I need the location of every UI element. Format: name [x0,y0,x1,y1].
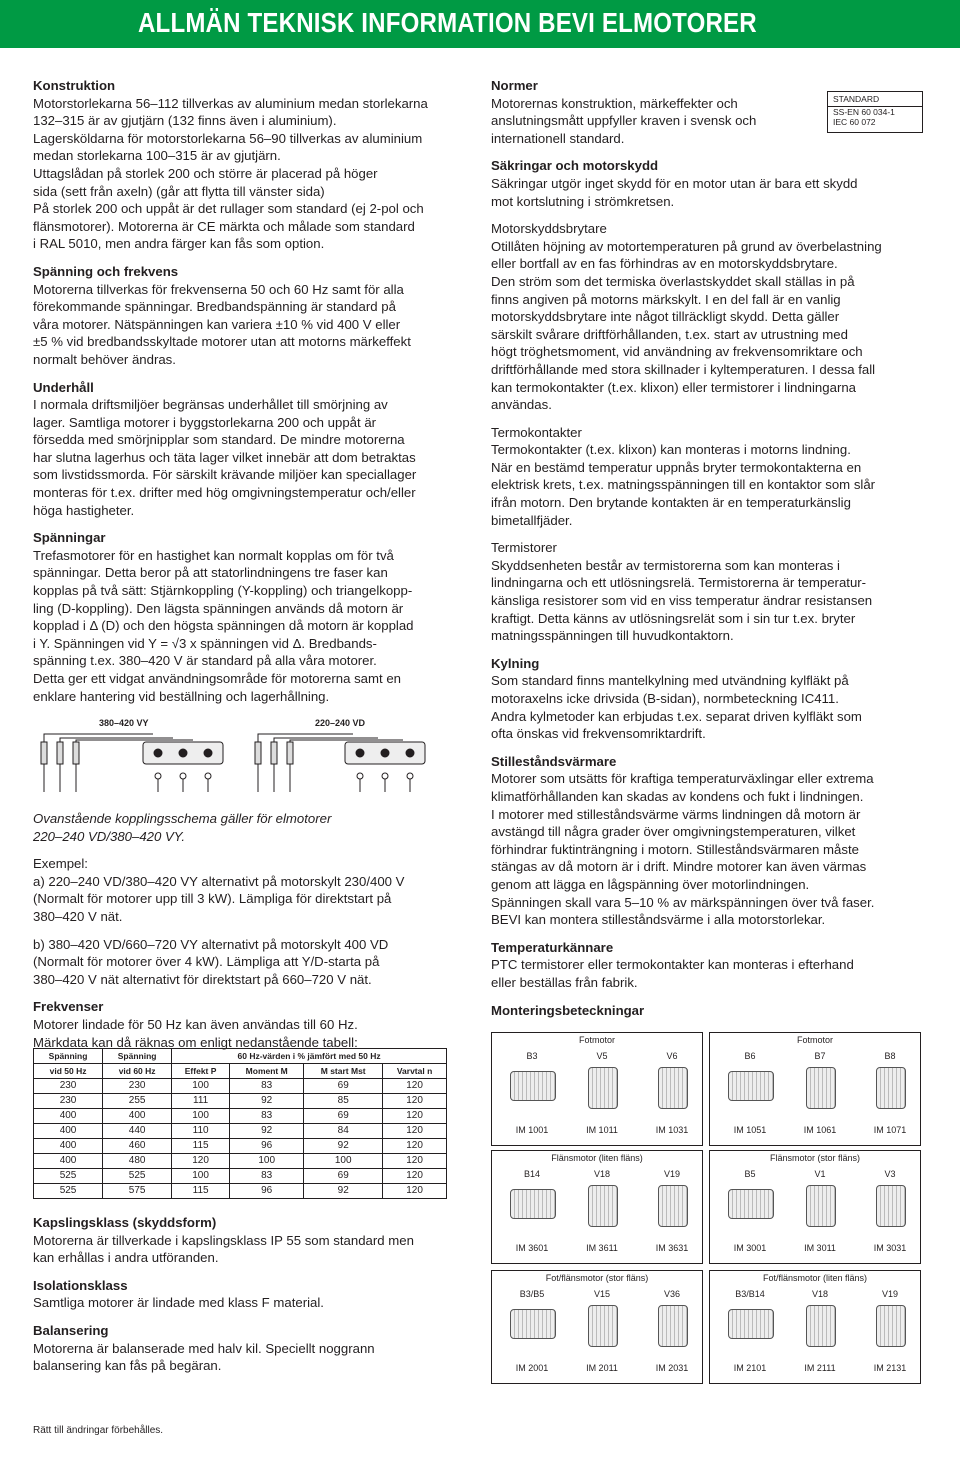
text-isolation: Samtliga motorer är lindade med klass F material. [33,1295,324,1311]
mounting-im-code: IM 1001 [515,1125,549,1135]
section-termistorer [491,539,911,645]
table-cell: 96 [230,1139,304,1154]
mounting-code: V5 [596,1051,608,1061]
table-cell: 230 [34,1079,103,1094]
mounting-im-code: IM 2111 [804,1363,836,1373]
text-temperaturkannare: PTC termistorer eller termokontakter kan monteras i efterhand eller beställas från fabrik. [491,957,854,990]
mounting-im-code: IM 1071 [873,1125,907,1135]
table-cell: 85 [304,1094,383,1109]
table-cell: 120 [383,1154,447,1169]
footer-note: Rätt till ändringar förbehålles. [33,1425,164,1436]
heading-sakringar: Säkringar och motorskydd [491,158,659,174]
mounting-group-label: Fotmotor [578,1035,615,1045]
table-subheader-row [34,1064,447,1079]
table-row [34,1154,447,1169]
text-kapsling: Motorerna är tillverkade i kapslingsklass IP 55 som standard men kan erhållas i andra utföranden. [33,1232,414,1266]
mounting-im-code: IM 2001 [515,1363,549,1373]
heading-montering: Monteringsbeteckningar [491,1002,645,1018]
motor-illustration [806,1185,836,1227]
mounting-code: V19 [881,1289,898,1299]
table-cell: 69 [304,1079,383,1094]
diagram-caption: Ovanstående kopplingsschema gäller för elmotorer 220–240 VD/380–420 VY. [33,811,332,844]
motor-illustration [876,1067,906,1109]
label-vy: 380–420 VY [99,718,149,728]
motor-illustration [728,1189,774,1219]
th-span50b: vid 50 Hz [34,1064,103,1079]
th-col: Moment M [230,1064,304,1079]
table-row [34,1169,447,1184]
mounting-group-label: Fot/flänsmotor (liten fläns) [762,1273,868,1283]
table-cell: 83 [230,1169,304,1184]
mounting-im-code: IM 3031 [873,1243,907,1253]
table-cell: 400 [103,1109,172,1124]
section-spanningar [33,529,451,705]
section-stillestand [491,753,911,929]
mounting-box [709,1032,921,1146]
mounting-im-code: IM 1031 [655,1125,689,1135]
table-cell: 115 [172,1139,230,1154]
table-cell: 83 [230,1079,304,1094]
table-cell: 120 [383,1079,447,1094]
motor-illustration [588,1067,618,1109]
motor-illustration [510,1189,556,1219]
mounting-grid [491,1032,921,1392]
text-exempel-a: a) 220–240 VD/380–420 VY alternativt på motorskylt 230/400 V (Normalt för motorer upp till 3 kW). Lämpliga för direktstart på 380–420 V nät. [33,873,405,924]
mounting-im-code: IM 2011 [586,1363,618,1373]
th-span60: Spänning [103,1049,172,1064]
th-col: M start Mst [304,1064,383,1079]
frequency-table [33,1048,447,1199]
table-cell: 480 [103,1154,172,1169]
section-underhall [33,379,451,520]
page-title: ALLMÄN TEKNISK INFORMATION BEVI ELMOTORER [138,7,757,38]
table-cell: 100 [172,1169,230,1184]
th-col: Effekt P [172,1064,230,1079]
mounting-code: V18 [593,1169,610,1179]
table-cell: 440 [103,1124,172,1139]
table-cell: 100 [304,1154,383,1169]
motor-illustration [806,1305,836,1347]
text-spanning-frekvens: Motorerna tillverkas för frekvenserna 50 och 60 Hz samt för alla förekommande spänningar. Bredbandspänning är standard på våra motorer. Nätspänningen kan variera ±10 % vid 400 V eller ±5 % vid bredbandsskyltade motorer utan att motorns märkeffekt normalt behöver ändras. [33,281,411,367]
star-connection [41,734,223,792]
table-cell: 230 [103,1079,172,1094]
table-cell: 400 [34,1154,103,1169]
table-cell: 100 [230,1154,304,1169]
text-termistorer: Skyddsenheten består av termistorerna som kan monteras i lindningarna och ett utlösningsrelä. Termistorerna är temperatur- känsliga resistorer som vid en viss temperatur ändrar resistansen kraftigt. Detta känns av utlösningsrelät som i sin tur t.ex. bryter matningsspänningen till huvudkontaktorn. [491,557,873,644]
mounting-group-label: Flänsmotor (liten fläns) [551,1153,643,1163]
heading-termistorer: Termistorer [491,540,557,556]
table-row [34,1184,447,1199]
text-exempel-b: b) 380–420 VD/660–720 VY alternativt på motorskylt 400 VD (Normalt för motorer över 4 kW). Lämpliga att Y/D-starta på 380–420 V nät alternativt för direktstart på 660–720 V nät. [33,936,389,987]
text-kylning: Som standard finns mantelkylning med utvändning kylfläkt på motoraxelns icke drivsida (B-sidan), normbeteckning IC411. Andra kylmetoder kan erbjudas t.ex. separat driven kylfläkt som ofta önskas vid frekvensomriktardrift. [491,673,862,742]
mounting-code: V18 [811,1289,828,1299]
text-underhall: I normala driftsmiljöer begränsas underhållet till smörjning av lager. Samtliga motorer i byggstorlekarna 200 och uppåt är försedda med smörjnipplar som standard. De mindre motorerna har slutna lagerhus och täta lager vilket innebär att dom betraktas som livstidssmorda. För särskilt krävande miljöer kan speciallager monteras för t.ex. drifter med hög omgivningstemperatur och/eller höga hastigheter. [33,397,417,518]
table-cell: 525 [34,1169,103,1184]
table-cell: 115 [172,1184,230,1199]
table-cell: 460 [103,1139,172,1154]
mounting-code: V19 [663,1169,680,1179]
mounting-im-code: IM 1011 [586,1125,618,1135]
text-motorskydd: Otillåten höjning av motortemperaturen på grund av överbelastning eller bortfall av en fas förhindras av en motorskyddsbrytare. Den ström som det termiska överlastskyddet skall ställas in på finns angiven på motorns märkskylt. I en del fall är en vanlig motorskyddsbrytare inte något tillräckligt skydd. Detta gäller särskilt svårare driftförhållanden, t.ex. start av utrustning med högt tröghetsmoment, vid användning av frekvensomriktare och driftförhållande med stora skillnader i kyltemperaturen. I dessa fall kan termokontakter (t.ex. klixon) eller termistorer i lindningarna användas. [491,238,882,413]
mounting-im-code: IM 3631 [655,1243,689,1253]
heading-motorskydd: Motorskyddsbrytare [491,221,607,237]
heading-kylning: Kylning [491,655,540,671]
table-cell: 120 [383,1094,447,1109]
heading-normer: Normer [491,78,538,93]
table-cell: 92 [304,1139,383,1154]
section-montering [491,1002,911,1020]
table-cell: 400 [34,1139,103,1154]
table-cell: 69 [304,1109,383,1124]
mounting-code: B6 [744,1051,756,1061]
table-cell: 120 [383,1139,447,1154]
mounting-code: B3/B14 [735,1289,765,1299]
table-cell: 100 [172,1079,230,1094]
heading-balansering: Balansering [33,1322,109,1338]
mounting-code: B14 [523,1169,540,1179]
wiring-diagram [33,712,451,808]
section-normer [491,77,911,147]
text-spanningar: Trefasmotorer för en hastighet kan normalt kopplas om för två spänningar. Detta beror på att statorlindningens tre faser kan kopplas på två sätt: Stjärnkoppling (Y-koppling) och triangelkopp- ling (D-koppling). Den lägsta spänningen används då motorn är kopplad i Δ (D) och den högsta spänningen då motorn är kopplad i Y. Spänningen vid Y = √3 x spänningen vid Δ. Bredbands- spänning t.ex. 380–420 V är standard på alla våra motorer. Detta ger ett vidgat användningsområde för motorerna samt en enklare hantering vid beställning och lagerhållning. [33,547,414,704]
section-temperaturkannare [491,939,911,992]
section-exempel [33,855,451,925]
motor-illustration [510,1071,556,1101]
text-konstruktion: Motorstorlekarna 56–112 tillverkas av aluminium medan storlekarna 132–315 är av gjutjärn (132 finns även i aluminium). Lagersköldarna för motorstorlekarna 56–90 tillverkas av aluminium medan storlekarna 100–315 är av gjutjärn. Uttagslådan på storlek 200 och större är placerad på höger sida (sett från axeln) (går att flytta till vänster sida) På storlek 200 och uppåt är det rullager som standard (ej 2-pol och flänsmotorer). Motorerna är CE märkta och målade som standard i RAL 5010, men andra färger kan fås som option. [33,95,428,252]
text-frekvenser: Motorer lindade för 50 Hz kan även användas till 60 Hz. Märkdata kan då räknas om enligt nedanstående tabell: [33,1016,358,1050]
motor-illustration [658,1305,688,1347]
mounting-group-label: Fot/flänsmotor (stor fläns) [545,1273,649,1283]
table-header-row [34,1049,447,1064]
standard-line: SS-EN 60 034-1 [833,107,895,117]
mounting-code: B8 [884,1051,896,1061]
heading-stillestand: Stilleståndsvärmare [491,753,617,769]
table-cell: 92 [304,1184,383,1199]
text-normer: Motorernas konstruktion, märkeffekter och anslutningsmått uppfyller kraven i svensk och internationell standard. [491,95,757,146]
left-column-lower [33,810,451,1061]
table-cell: 69 [304,1169,383,1184]
heading-underhall: Underhåll [33,379,94,395]
section-motorskydd [491,220,911,414]
th-col: Varvtal n [383,1064,447,1079]
motor-illustration [588,1305,618,1347]
mounting-code: V6 [666,1051,678,1061]
heading-konstruktion: Konstruktion [33,78,116,93]
mounting-im-code: IM 3011 [804,1243,836,1253]
mounting-im-code: IM 1061 [803,1125,837,1135]
mounting-group-label: Fotmotor [796,1035,833,1045]
table-cell: 120 [383,1109,447,1124]
section-isolation [33,1277,451,1312]
table-cell: 525 [103,1169,172,1184]
mounting-code: V3 [884,1169,896,1179]
label-vd: 220–240 VD [315,718,366,728]
section-frekvenser [33,998,451,1051]
table-cell: 92 [230,1094,304,1109]
mounting-im-code: IM 1051 [733,1125,767,1135]
th-span50: Spänning [34,1049,103,1064]
section-konstruktion [33,77,451,253]
section-kylning [491,655,911,743]
motor-illustration [806,1067,836,1109]
table-cell: 120 [383,1169,447,1184]
table-cell: 83 [230,1109,304,1124]
motor-illustration [876,1305,906,1347]
text-stillestand: Motorer som utsätts för kraftiga temperaturväxlingar eller extrema klimatförhållanden kan skadas av kondens och fukt i lindningen. I motorer med stilleståndsvärme värms lindningen då motorn är avstängd till några grader över omgivningstemperaturen, vilket förhindrar fuktinträngning i motorn. Stilleståndsvärmaren måste stängas av då motorn är i drift. Mindre motorer kan även värmas genom att lägga en lågspänning över motorlindningen. Spänningen skall vara 5–10 % av märkspänningen över två faser. BEVI kan montera stilleståndsvärme i alla motorstorlekar. [491,771,875,928]
right-column [491,77,911,1029]
table-cell: 100 [172,1109,230,1124]
mounting-box [709,1270,921,1384]
table-cell: 255 [103,1094,172,1109]
left-column [33,77,451,715]
mounting-im-code: IM 2131 [873,1363,907,1373]
table-row [34,1109,447,1124]
standard-line: IEC 60 072 [833,117,876,127]
mounting-group-label: Flänsmotor (stor fläns) [769,1153,861,1163]
table-cell: 84 [304,1124,383,1139]
table-cell: 120 [172,1154,230,1169]
heading-frekvenser: Frekvenser [33,999,104,1015]
motor-illustration [728,1309,774,1339]
motor-illustration [658,1185,688,1227]
mounting-box [491,1150,703,1264]
heading-spanning-frekvens: Spänning och frekvens [33,263,179,279]
mounting-box [491,1032,703,1146]
motor-illustration [876,1185,906,1227]
section-sakringar [491,157,911,210]
table-cell: 230 [34,1094,103,1109]
table-cell: 120 [383,1184,447,1199]
motor-illustration [510,1309,556,1339]
table-cell: 96 [230,1184,304,1199]
section-termokontakter [491,424,911,530]
mounting-code: V36 [663,1289,680,1299]
heading-exempel: Exempel: [33,856,88,872]
table-cell: 110 [172,1124,230,1139]
heading-termokontakter: Termokontakter [491,424,582,440]
mounting-box [491,1270,703,1384]
table-cell: 525 [34,1184,103,1199]
standard-box-head: STANDARD [828,92,922,107]
table-row [34,1079,447,1094]
table-row [34,1139,447,1154]
section-balansering [33,1322,451,1375]
section-spanning-frekvens [33,263,451,369]
motor-illustration [728,1071,774,1101]
mounting-code: V15 [593,1289,610,1299]
table-cell: 111 [172,1094,230,1109]
left-column-bottom [33,1214,451,1385]
mounting-code: B5 [744,1169,756,1179]
heading-isolation: Isolationsklass [33,1277,128,1293]
table-row [34,1094,447,1109]
heading-kapsling: Kapslingsklass (skyddsform) [33,1215,217,1230]
delta-connection [255,734,425,792]
heading-temperaturkannare: Temperaturkännare [491,939,614,955]
text-balansering: Motorerna är balanserade med halv kil. Speciellt noggrann balansering kan fås på begäran. [33,1340,375,1374]
mounting-code: V1 [814,1169,826,1179]
table-cell: 400 [34,1124,103,1139]
table-row [34,1124,447,1139]
mounting-im-code: IM 3001 [733,1243,767,1253]
mounting-box [709,1150,921,1264]
mounting-im-code: IM 3611 [586,1243,618,1253]
mounting-im-code: IM 2101 [733,1363,767,1373]
heading-spanningar: Spänningar [33,530,106,546]
th-group: 60 Hz-värden i % jämfört med 50 Hz [172,1049,447,1064]
text-termokontakter: Termokontakter (t.ex. klixon) kan monteras i motorns lindning. När en bestämd temperatur uppnås bryter termokontakterna en elektrisk krets, t.ex. matningsspänningen till en kontaktor som slår ifrån motorn. Den brytande kontakten är en temperaturkänslig bimetallfjäder. [491,442,876,528]
table-cell: 92 [230,1124,304,1139]
section-exempel-b [33,936,451,989]
th-span60b: vid 60 Hz [103,1064,172,1079]
mounting-code: B3 [526,1051,538,1061]
title-banner [0,0,960,48]
table-cell: 120 [383,1124,447,1139]
motor-illustration [588,1185,618,1227]
section-kapsling [33,1214,451,1267]
table-cell: 575 [103,1184,172,1199]
text-sakringar: Säkringar utgör inget skydd för en motor utan är bara ett skydd mot kortslutning i strömkretsen. [491,175,858,209]
mounting-code: B7 [814,1051,826,1061]
mounting-im-code: IM 3601 [515,1243,549,1253]
mounting-code: B3/B5 [519,1289,545,1299]
table-cell: 400 [34,1109,103,1124]
mounting-im-code: IM 2031 [655,1363,689,1373]
motor-illustration [658,1067,688,1109]
